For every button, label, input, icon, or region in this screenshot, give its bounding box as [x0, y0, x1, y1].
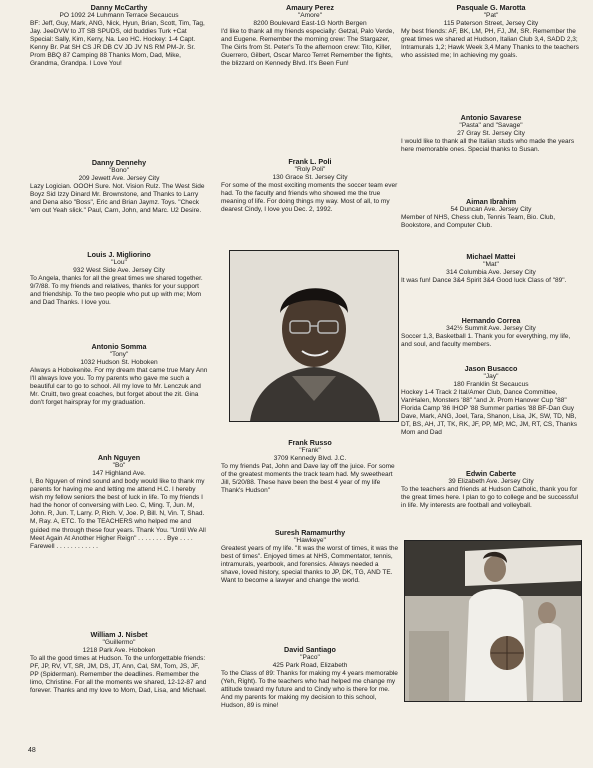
senior-name: Amaury Perez [286, 3, 334, 12]
senior-nickname: "Roly Poli" [294, 166, 326, 173]
senior-address: 425 Park Road, Elizabeth [272, 662, 348, 669]
senior-name: Antonio Somma [91, 342, 147, 351]
senior-address: 115 Paterson Street, Jersey City [443, 20, 539, 27]
senior-nickname: "Frank" [299, 447, 321, 454]
senior-nickname: "Guillermo" [102, 639, 136, 646]
senior-entry [401, 469, 581, 510]
senior-entry [221, 3, 399, 68]
senior-entry [401, 113, 581, 154]
senior-name: Frank L. Poli [288, 157, 332, 166]
senior-address: 54 Duncan Ave. Jersey City [450, 206, 532, 213]
senior-address: 209 Jewett Ave. Jersey City [78, 175, 160, 182]
senior-entry [221, 157, 399, 214]
senior-message: Always a Hobokenite. For my dream that came true Mary Ann I'll always love you. To my parents who gave me such a beautiful car to go to school. All my love to Mr. Lenczuk and Mr. Cruitt, two great coaches, but forget about the zit. Gina don't forget hairspray for my graduation. [30, 367, 208, 407]
senior-message: To my friends Pat, John and Dave lay off the juice. For some of the greatest moments the track team had. My sweetheart Jill, 5/20/88. These have been the best 4 year of my life Thank's Hudson" [221, 463, 395, 495]
senior-entry [401, 316, 581, 349]
senior-nickname: "Paco" [300, 654, 320, 661]
senior-nickname: "Bono" [108, 167, 130, 174]
senior-message: To Angela, thanks for all the great times we shared together. 9/7/88. To my friends and relatives, thanks for your support and friendship. To the two people who put up with me; Mom and Dad Thanks. I love you. [30, 275, 203, 307]
senior-address: 130 Grace St. Jersey City [272, 174, 348, 181]
senior-name: Hernando Correa [461, 316, 521, 325]
senior-address: 1032 Hudson St. Hoboken [80, 359, 158, 366]
senior-nickname: "Bo" [112, 462, 126, 469]
senior-message: To the Class of 89: Thanks for making my 4 years memorable (Yeh, Right). To the teachers who had helped me change my attitude toward my future and to Cindy who is there for me. And my parents for making my decision to this school, Hudson, 89 is mine! [221, 670, 398, 710]
senior-address: 147 Highland Ave. [92, 470, 146, 477]
senior-nickname: "Hawkeye" [294, 537, 326, 544]
senior-name: Anh Nguyen [97, 453, 141, 462]
senior-message: I would like to thank all the Italian studs who made the years here memorable ones. Special thanks to Susan. [401, 138, 575, 154]
senior-entry [401, 197, 581, 230]
senior-address: 39 Elizabeth Ave. Jersey City [448, 478, 534, 485]
senior-name: Jason Busacco [464, 364, 518, 373]
senior-nickname: "Amore" [297, 12, 323, 19]
senior-message: Lazy Logician. OOOH Sure. Not. Vision Rulz. The West Side Boyz Sid Izzy Dinard Mr. Brownstone, and Thanks to Larry and Dena also "Boss", Eric and Brian Jaymz. Toys. "Check 'em out Yeah slick." Paul, Carn, John, and Marc. U2 Desire. [30, 183, 205, 215]
senior-message: For some of the most exciting moments the soccer team ever had. To the faculty and friends who showed me the true meaning of life. For doing things my way. Most of all, to my dearest Cindy, I love you Dec. 2, 1992. [221, 182, 398, 214]
senior-name: Frank Russo [288, 438, 332, 447]
senior-name: Aiman Ibrahim [466, 197, 516, 206]
senior-message: BF: Jeff, Guy, Mark, ANG, Nick, Hyun, Brian, Scott, Tim, Tag, Jay. JeeDVW to JT SB SPUDS, old buddies Turk +Cat Special: Sally, Kim, Kerry, Na. Leo HC. Hockey: 1-4 Capt. Kenny Br. Pat SH CS JR DB CV JD JV NS RM PM-Jr. Sr. Prom BBQ 87 Camping 88 Thanks Mom, Dad, Mike, Grandma, Grandpa. I Love You! [30, 20, 205, 68]
senior-message: To the teachers and friends at Hudson Catholic, thank you for the great times here. I plan to go to college and be successful in life. My interests are football and volleyball. [401, 486, 579, 510]
senior-name: Antonio Savarese [460, 113, 522, 122]
senior-nickname: "Lou" [111, 259, 127, 266]
senior-nickname: "Tony" [109, 351, 129, 358]
page-number: 48 [28, 747, 36, 754]
senior-message: My best friends: AF, BK, LM, PH, FJ, JM, SR. Remember the great times we shared at Hudson, Italian Club 3,4, SADD 2,3; Intramurals 1,2; Hawk Week 3,4 Many Thanks to the teachers who assisted me; In achieving my goals. [401, 28, 579, 60]
gym-image [405, 541, 581, 701]
senior-message: I, Bo Nguyen of mind sound and body would like to thank my parents for having me and letting me attend H.C. I hereby wish my fellow seniors the best of luck in life. To my friends I had the honor of conversing with Leo. C, Ming. T, Jun. M, John. R, Jun. T, Larry. P, Rich. V, Joe. P, Bill. N, Vin. T, Shad. M, Ray. A, ETC. To the TEACHERS who helped me and guided me through these four years. Thank You. "Until We All Meet Again At Another Higher Reign" . . . . . . . . Bye . . . . Farewell . . . . . . . . . . . . [30, 478, 206, 550]
senior-entry [401, 252, 581, 285]
candid-gym-photo [404, 540, 582, 702]
senior-entry [30, 250, 208, 307]
senior-address: 1218 Park Ave. Hoboken [82, 647, 156, 654]
portrait-image [230, 251, 398, 421]
senior-name: David Santiago [284, 645, 336, 654]
senior-entry [221, 528, 399, 585]
senior-entry [30, 158, 208, 215]
senior-nickname: "Mat" [483, 261, 499, 268]
senior-nickname: "Pasta" and "Savage" [459, 122, 523, 129]
senior-name: Louis J. Migliorino [87, 250, 151, 259]
senior-nickname: "Pat" [483, 12, 499, 19]
senior-name: Edwin Caberte [466, 469, 516, 478]
senior-entry [30, 342, 208, 407]
senior-message: Hockey 1-4 Track 2 Ital/Amer Club, Dance Committee, VanHalen, Monsters '88" "and Jr. Prom Hanover Cup "88" Florida Camp '86 IHOP '88 Summer parties '88 BF-Dan Guy Dave, Mark, ANG, Joel, Tara, Shanon, Lisa, JK, SW, TD, NB, DT, BS, AH, JT, TK, RK, JF, PP, MP, MC, JM, RT, CS, Thanks Mom and Dad [401, 389, 578, 437]
senior-address: 342½ Summit Ave. Jersey City [446, 325, 536, 332]
senior-name: Pasquale G. Marotta [456, 3, 526, 12]
senior-message: Greatest years of my life. "It was the worst of times, it was the best of times". Enjoyed times at NHS, Commentator, tennis, intramurals, yearbook, and forensics. Always needed a shave, loved history, special thanks to JP, DK, TG, AND TE. Want to become a lawyer and change the world. [221, 545, 399, 585]
senior-address: 180 Franklin St Secaucus [453, 381, 529, 388]
senior-entry [30, 630, 208, 695]
senior-entry [221, 438, 399, 495]
senior-portrait-photo [229, 250, 399, 422]
senior-name: Michael Mattei [466, 252, 516, 261]
senior-entry [30, 3, 208, 69]
senior-address: PO 1092 24 Luhmann Terrace Secaucus [59, 12, 179, 19]
senior-entry [401, 3, 581, 60]
senior-message: Member of NHS, Chess club, Tennis Team, Bio. Club, Bookstore, and Computer Club. [401, 214, 556, 230]
senior-name: Danny McCarthy [90, 3, 148, 12]
senior-entry [221, 645, 399, 710]
senior-name: William J. Nisbet [90, 630, 148, 639]
senior-nickname: "Jay" [483, 373, 499, 380]
senior-entry [30, 453, 208, 551]
senior-name: Danny Dennehy [91, 158, 147, 167]
senior-address: 932 West Side Ave. Jersey City [73, 267, 165, 274]
senior-message: Soccer 1,3, Basketball 1. Thank you for everything, my life, and soul, and faculty members. [401, 333, 571, 349]
senior-entry [401, 364, 581, 438]
senior-message: It was fun! Dance 3&4 Spirit 3&4 Good luck Class of "89". [401, 277, 567, 284]
senior-address: 8200 Boulevard East-1G North Bergen [253, 20, 367, 27]
senior-message: To all the good times at Hudson. To the unforgettable friends: PF, JP, RV, VT, SR, JM, DS, JT, Ann, Cal, SM, Tom, JS, JF, PP (Spiderman). Remember the deadlines. Remember the limo, Christine. For all the moments we shared, 12-12-87 and forever. Thanks and my love to Mom, Dad, Lisa, and Michael. [30, 655, 207, 695]
senior-address: 27 Gray St. Jersey City [457, 130, 525, 137]
senior-address: 314 Columbia Ave. Jersey City [446, 269, 536, 276]
senior-address: 3709 Kennedy Blvd. J.C. [273, 455, 347, 462]
senior-message: I'd like to thank all my friends especially: Getzal, Palo Verde, and Eugene. Remember the morning crew: The Stargazer, The Girls from St. Peter's To the afternoon crew: Tito, Killer, Guerrero, Gilbert, Oscar Marco Terret Remember the fights, the blizzard on Kennedy Blvd. It's Been Fun! [221, 28, 395, 68]
senior-name: Suresh Ramamurthy [274, 528, 346, 537]
